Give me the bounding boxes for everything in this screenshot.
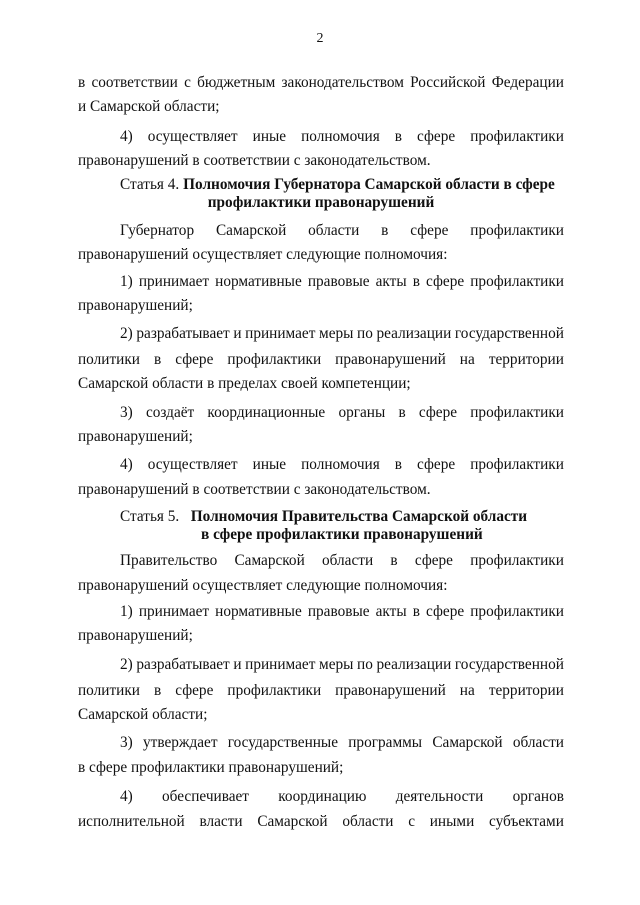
word: профилактики: [470, 552, 564, 569]
word: профилактики: [470, 273, 564, 290]
word: 3): [120, 734, 133, 751]
word: области: [342, 813, 394, 830]
body-line: правонарушений;: [78, 297, 193, 314]
word: органы: [338, 404, 386, 421]
word: разрабатывает: [136, 325, 230, 342]
body-line: [120, 404, 564, 422]
word: 4): [120, 128, 133, 145]
body-line: [120, 222, 564, 240]
word: принимает: [245, 325, 316, 342]
word: сфере: [410, 222, 449, 239]
word: принимает: [138, 603, 210, 620]
word: Губернатор: [120, 222, 195, 239]
body-line: [78, 74, 564, 92]
body-line: правонарушений осуществляет следующие полномочия:: [78, 577, 448, 594]
word: меры: [319, 656, 354, 673]
word: профилактики: [470, 128, 564, 145]
word: области: [512, 734, 564, 751]
word: в: [412, 273, 420, 290]
word: на: [459, 351, 475, 368]
body-line: правонарушений;: [78, 627, 193, 644]
word: законодательством: [281, 74, 404, 91]
body-line: в сфере профилактики правонарушений;: [78, 759, 344, 776]
word: в: [398, 404, 406, 421]
word: и: [233, 325, 242, 342]
word: иные: [252, 456, 287, 473]
body-line: правонарушений в соответствии с законодательством.: [78, 152, 431, 169]
body-line: [78, 813, 564, 831]
body-line: [120, 128, 564, 146]
word: сфере: [418, 404, 458, 421]
word: утверждает: [142, 734, 218, 751]
word: политики: [78, 351, 140, 368]
word: государственной: [454, 656, 564, 673]
word: Самарской: [215, 222, 287, 239]
word: обеспечивает: [162, 788, 249, 805]
word: осуществляет: [147, 128, 238, 145]
word: правонарушений: [335, 351, 446, 368]
word: профилактики: [227, 682, 322, 699]
article-5-title-cont: в сфере профилактики правонарушений: [201, 526, 483, 543]
word: в: [78, 74, 86, 91]
word: координационные: [207, 404, 326, 421]
word: соответствии: [91, 74, 178, 91]
word: с: [184, 74, 191, 91]
body-line: [120, 788, 564, 806]
body-line: [78, 351, 564, 369]
word: принимает: [245, 656, 316, 673]
body-line: Самарской области в пределах своей компетенции;: [78, 375, 411, 392]
body-line: [120, 325, 564, 343]
word: сфере: [417, 128, 456, 145]
word: 4): [120, 456, 133, 473]
word: в: [153, 682, 162, 699]
word: бюджетным: [197, 74, 276, 91]
word: Самарской: [257, 813, 328, 830]
article-4-heading: [120, 176, 555, 194]
word: акты: [375, 273, 407, 290]
word: правонарушений: [335, 682, 446, 699]
word: программы: [348, 734, 423, 751]
word: принимает: [138, 273, 210, 290]
body-line: [120, 456, 564, 474]
word: в: [390, 552, 398, 569]
word: и: [233, 656, 242, 673]
body-line: и Самарской области;: [78, 98, 220, 115]
word: полномочия: [301, 456, 380, 473]
word: на: [459, 682, 475, 699]
body-line: [120, 656, 564, 674]
word: в: [381, 222, 389, 239]
word: по: [357, 325, 373, 342]
word: Самарской: [432, 734, 503, 751]
word: Самарской: [234, 552, 305, 569]
word: правовые: [307, 603, 370, 620]
word: меры: [319, 325, 354, 342]
word: профилактики: [470, 404, 564, 421]
word: иными: [429, 813, 475, 830]
word: Федерации: [491, 74, 564, 91]
word: создаёт: [145, 404, 195, 421]
word: нормативные: [215, 273, 302, 290]
word: власти: [199, 813, 243, 830]
word: реализации: [376, 325, 452, 342]
word: Российской: [410, 74, 486, 91]
word: области: [322, 552, 374, 569]
word: разрабатывает: [136, 656, 230, 673]
body-line: [120, 603, 564, 621]
word: профилактики: [470, 603, 564, 620]
word: профилактики: [470, 222, 564, 239]
word: 1): [120, 603, 133, 620]
word: правовые: [307, 273, 370, 290]
article-4-title-cont: профилактики правонарушений: [207, 194, 435, 211]
word: 1): [120, 273, 133, 290]
word: государственной: [454, 325, 564, 342]
word: политики: [78, 682, 140, 699]
word: субъектами: [489, 813, 564, 830]
word: сфере: [414, 552, 453, 569]
word: по: [357, 656, 373, 673]
word: 3): [120, 404, 133, 421]
page-number: 2: [316, 31, 324, 46]
word: осуществляет: [147, 456, 238, 473]
word: 4): [120, 788, 133, 805]
body-line: [78, 682, 564, 700]
word: исполнительной: [78, 813, 185, 830]
word: с: [408, 813, 416, 830]
word: координацию: [278, 788, 367, 805]
word: сфере: [175, 682, 214, 699]
word: сфере: [175, 351, 214, 368]
body-line: Самарской области;: [78, 706, 208, 723]
body-line: [120, 734, 564, 752]
word: 2): [120, 656, 133, 673]
body-line: правонарушений осуществляет следующие полномочия:: [78, 246, 448, 263]
word: сфере: [426, 603, 465, 620]
word: реализации: [376, 656, 452, 673]
article-5-number: Статья 5.: [120, 508, 180, 525]
word: в: [394, 456, 403, 473]
word: полномочия: [301, 128, 380, 145]
body-line: [120, 273, 564, 291]
word: сфере: [426, 273, 465, 290]
body-line: [120, 552, 564, 570]
article-4-title: Полномочия Губернатора Самарской области в сфере: [183, 176, 555, 193]
word: территории: [488, 351, 564, 368]
word: Правительство: [120, 552, 218, 569]
article-5-heading: [120, 508, 527, 526]
word: деятельности: [395, 788, 484, 805]
word: профилактики: [470, 456, 564, 473]
word: 2): [120, 325, 133, 342]
word: профилактики: [227, 351, 322, 368]
body-line: правонарушений;: [78, 428, 193, 445]
article-5-title: Полномочия Правительства Самарской области: [190, 508, 528, 525]
word: области: [308, 222, 360, 239]
word: в: [412, 603, 420, 620]
word: органов: [512, 788, 564, 805]
word: иные: [252, 128, 287, 145]
word: нормативные: [215, 603, 302, 620]
body-line: правонарушений в соответствии с законодательством.: [78, 481, 431, 498]
word: сфере: [417, 456, 456, 473]
word: в: [394, 128, 403, 145]
word: территории: [488, 682, 564, 699]
word: государственные: [227, 734, 339, 751]
article-4-number: Статья 4.: [120, 176, 180, 193]
word: акты: [375, 603, 407, 620]
word: в: [153, 351, 162, 368]
